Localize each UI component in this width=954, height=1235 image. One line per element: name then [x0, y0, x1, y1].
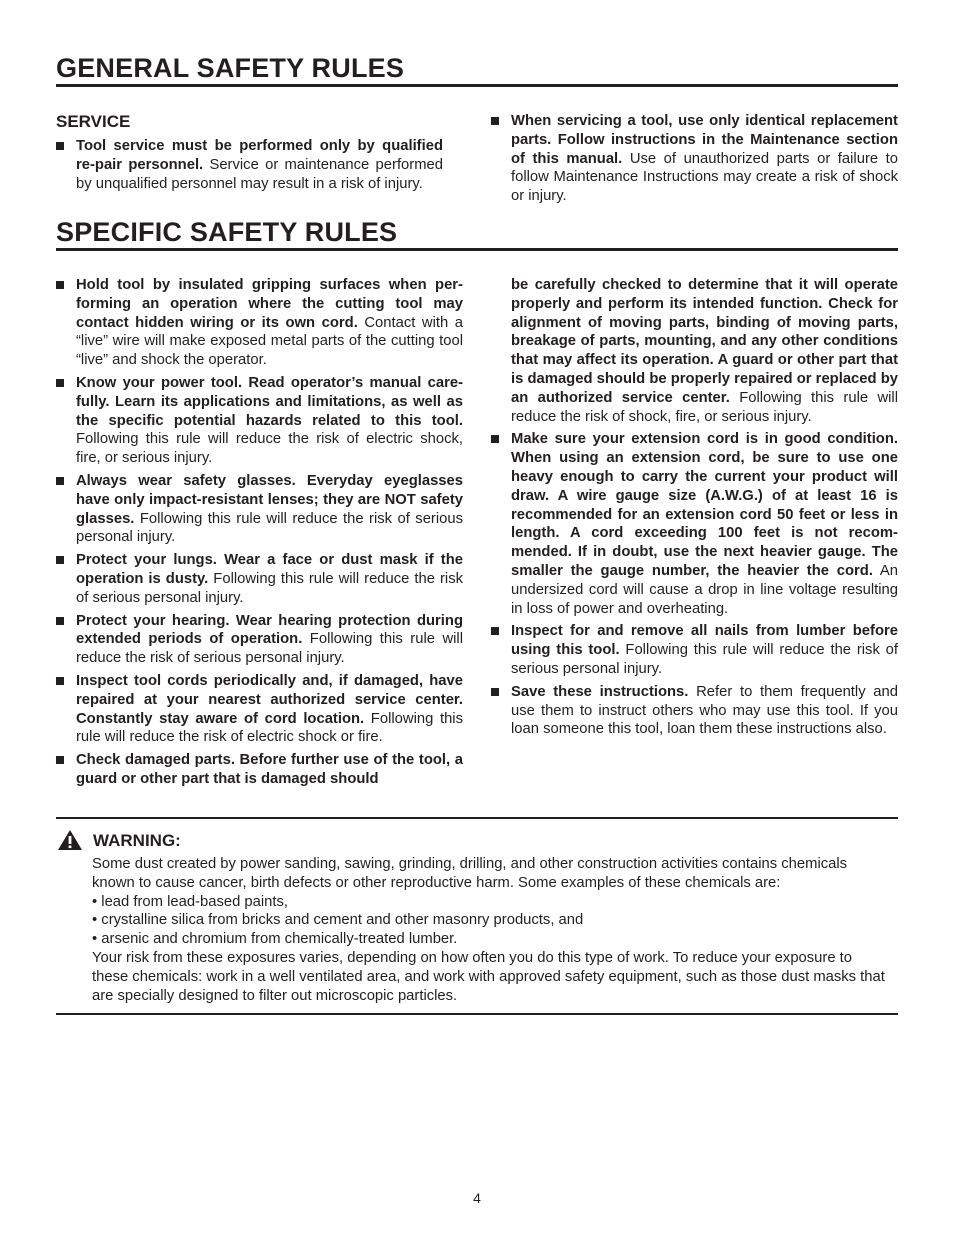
bullet-square-icon: [56, 556, 64, 564]
warning-top-rule: [56, 817, 898, 819]
item-text: Following this rule will reduce the risk of serious personal injury.: [76, 570, 464, 606]
bullet-square-icon: [56, 477, 64, 485]
item-text: Following this rule will reduce the risk of electric shock or fire.: [76, 710, 463, 746]
service-item-2: [491, 112, 898, 206]
bullet-square-icon: [491, 435, 499, 443]
bullet-square-icon: [56, 756, 64, 764]
item-bold: Always wear safety glasses. Everyday eyeglasses have only impact-resistant lenses; they are NOT safety glasses.: [76, 472, 463, 527]
item-bold: Inspect tool cords periodically and, if damaged, have repaired at your nearest authorized service center. Constantly stay aware of cord location.: [76, 672, 463, 727]
service-column-right: [491, 112, 898, 210]
item-bold: Know your power tool. Read operator’s manual care-fully. Learn its applications and limitations, as well as the specific potential hazards related to this tool.: [76, 374, 463, 429]
specific-item: [491, 683, 898, 739]
item-bold: be carefully checked to determine that it will operate properly and perform its intended function. Check for alignment of moving parts, binding of moving parts, breakage of parts, mounting, and any other conditions that may affect its operation. A guard or other part that is damaged should be properly repaired or replaced by an authorized service center.: [511, 277, 898, 406]
bullet-square-icon: [491, 688, 499, 696]
general-safety-title: GENERAL SAFETY RULES: [56, 53, 405, 83]
warning-triangle-icon: [57, 829, 83, 851]
item-text: Following this rule will reduce the risk of electric shock, fire, or serious injury.: [76, 431, 463, 467]
item-text: Following this rule will reduce the risk of serious personal injury.: [76, 510, 463, 546]
specific-left-column: [56, 276, 463, 793]
specific-title-rule: [56, 248, 898, 251]
service-item-2-text: Use of unauthorized parts or failure to follow Maintenance Instructions may create a risk of shock or injury.: [511, 150, 898, 205]
item-text: Refer to them frequently and use them to instruct others who may use this tool. If you loan someone this tool, loan them these instructions also.: [511, 683, 898, 738]
general-title-rule: [56, 84, 898, 87]
service-item-2-bold: When servicing a tool, use only identical replacement parts. Follow instructions in the Maintenance section of this manual.: [511, 113, 898, 167]
bullet-square-icon: [56, 281, 64, 289]
specific-item: [56, 612, 463, 668]
item-text: An undersized cord will cause a drop in line voltage resulting in loss of power and overheating.: [511, 562, 898, 617]
specific-item: [56, 672, 463, 747]
specific-item: [491, 622, 898, 678]
service-item-1: [56, 137, 443, 193]
service-column: [56, 112, 443, 197]
bullet-square-icon: [56, 617, 64, 625]
service-item-1-bold: Tool service must be performed only by qualified re-pair personnel.: [76, 138, 443, 173]
item-text: Following this rule will reduce the risk of serious personal injury.: [511, 642, 898, 677]
warning-body: [92, 855, 892, 1005]
item-bold: Check damaged parts. Before further use of the tool, a guard or other part that is damaged should: [76, 752, 463, 787]
specific-item: [56, 751, 463, 789]
specific-right-column: [491, 276, 898, 743]
specific-item-continued: [491, 276, 898, 426]
warning-bullet: • arsenic and chromium from chemically-treated lumber.: [92, 931, 458, 948]
specific-item: [491, 430, 898, 618]
bullet-square-icon: [491, 627, 499, 635]
specific-item: [56, 276, 463, 370]
specific-item: [56, 551, 463, 607]
bullet-square-icon: [56, 142, 64, 150]
warning-bullet: • lead from lead-based paints,: [92, 893, 289, 910]
bullet-square-icon: [491, 117, 499, 125]
warning-title: WARNING:: [93, 831, 181, 850]
item-bold: Protect your hearing. Wear hearing protection during extended periods of operation.: [76, 612, 463, 648]
warning-bottom-rule: [56, 1013, 898, 1015]
item-text: Following this rule will reduce the risk of shock, fire, or serious injury.: [511, 389, 898, 425]
item-bold: Protect your lungs. Wear a face or dust mask if the operation is dusty.: [76, 552, 463, 587]
item-text: Following this rule will reduce the risk of serious personal injury.: [76, 631, 463, 667]
service-heading: SERVICE: [56, 112, 131, 131]
page-number: 4: [473, 1190, 481, 1206]
item-bold: Inspect for and remove all nails from lumber before using this tool.: [511, 623, 898, 659]
specific-item: [56, 472, 463, 547]
item-bold: Hold tool by insulated gripping surfaces when per-forming an operation where the cutting tool may contact hidden wiring or its own cord.: [76, 277, 463, 331]
item-bold: Save these instructions.: [511, 683, 689, 700]
item-bold: Make sure your extension cord is in good condition. When using an extension cord, be sure to use one heavy enough to carry the current your product will draw. A wire gauge size (A.W.G.) of at least 16 is recommended for an extension cord 50 feet or less in length. A cord exceeding 100 feet is not recom-mended. If in doubt, use the next heavier gauge. The smaller the gauge number, the heavier the cord.: [511, 431, 898, 579]
specific-item: [56, 374, 463, 468]
specific-safety-title: SPECIFIC SAFETY RULES: [56, 217, 398, 247]
item-text: Contact with a “live” wire will make exposed metal parts of the cutting tool “live” and shock the operator.: [76, 314, 463, 369]
bullet-square-icon: [56, 677, 64, 685]
warning-bullet: • crystalline silica from bricks and cement and other masonry products, and: [92, 912, 584, 929]
service-item-1-text: Service or maintenance performed by unqualified personnel may result in a risk of injury.: [76, 156, 443, 192]
warning-intro: Some dust created by power sanding, sawing, grinding, drilling, and other construction activities contains chemicals known to cause cancer, birth defects or other reproductive harm. Some examples of these chemicals are:: [92, 856, 848, 891]
warning-outro: Your risk from these exposures varies, depending on how often you do this type of work. To reduce your exposure to these chemicals: work in a well ventilated area, and work with approved safety equipment, such as those dust masks that are specially designed to filter out microscopic particles.: [92, 949, 885, 1004]
bullet-square-icon: [56, 379, 64, 387]
